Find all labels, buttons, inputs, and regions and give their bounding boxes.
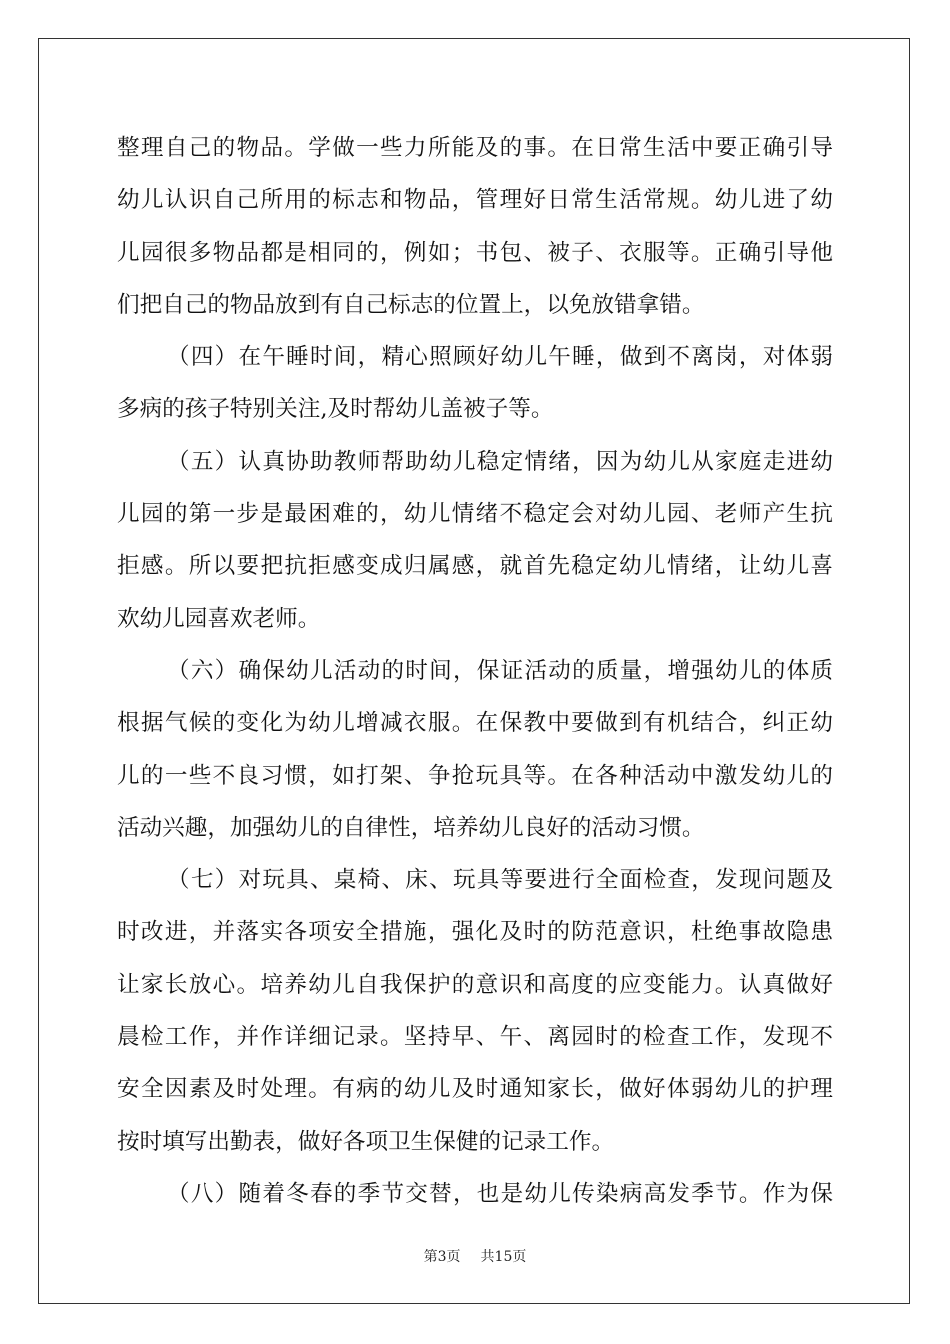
text-line: 晨检工作，并作详细记录。坚持早、午、离园时的检查工作，发现不 <box>117 1024 833 1051</box>
text-line: （六）确保幼儿活动的时间，保证活动的质量，增强幼儿的体质 <box>167 657 833 684</box>
text-line: 安全因素及时处理。有病的幼儿及时通知家长，做好体弱幼儿的护理 <box>117 1076 833 1103</box>
text-line: 儿园的第一步是最困难的，幼儿情绪不稳定会对幼儿园、老师产生抗 <box>117 501 833 528</box>
page-total: 共15页 <box>480 1249 527 1265</box>
page-footer <box>0 1246 950 1266</box>
text-line: 儿的一些不良习惯，如打架、争抢玩具等。在各种活动中激发幼儿的 <box>117 762 833 789</box>
text-line: 让家长放心。培养幼儿自我保护的意识和高度的应变能力。认真做好 <box>117 971 833 998</box>
text-line: 儿园很多物品都是相同的，例如；书包、被子、衣服等。正确引导他 <box>117 239 833 266</box>
text-line: 活动兴趣，加强幼儿的自律性，培养幼儿良好的活动习惯。 <box>117 814 705 841</box>
text-line: （五）认真协助教师帮助幼儿稳定情绪，因为幼儿从家庭走进幼 <box>167 448 833 475</box>
text-line: 按时填写出勤表，做好各项卫生保健的记录工作。 <box>117 1128 615 1155</box>
page-number: 第3页 <box>423 1249 461 1265</box>
text-line: 幼儿认识自己所用的标志和物品，管理好日常生活常规。幼儿进了幼 <box>117 187 833 214</box>
text-line: （四）在午睡时间，精心照顾好幼儿午睡，做到不离岗，对体弱 <box>167 344 833 371</box>
text-line: 根据气候的变化为幼儿增减衣服。在保教中要做到有机结合，纠正幼 <box>117 710 833 737</box>
text-line: 整理自己的物品。学做一些力所能及的事。在日常生活中要正确引导 <box>117 135 833 161</box>
text-line: 时改进，并落实各项安全措施，强化及时的防范意识，杜绝事故隐患 <box>117 919 833 946</box>
text-line: （七）对玩具、桌椅、床、玩具等要进行全面检查，发现问题及 <box>167 867 833 894</box>
text-line: 们把自己的物品放到有自己标志的位置上，以免放错拿错。 <box>117 291 705 318</box>
text-line: 多病的孩子特别关注,及时帮幼儿盖被子等。 <box>117 396 554 423</box>
text-line: 拒感。所以要把抗拒感变成归属感，就首先稳定幼儿情绪，让幼儿喜 <box>117 553 833 580</box>
document-body <box>117 128 833 1226</box>
text-line: 欢幼儿园喜欢老师。 <box>117 605 321 632</box>
text-line: （八）随着冬春的季节交替，也是幼儿传染病高发季节。作为保 <box>167 1180 833 1207</box>
